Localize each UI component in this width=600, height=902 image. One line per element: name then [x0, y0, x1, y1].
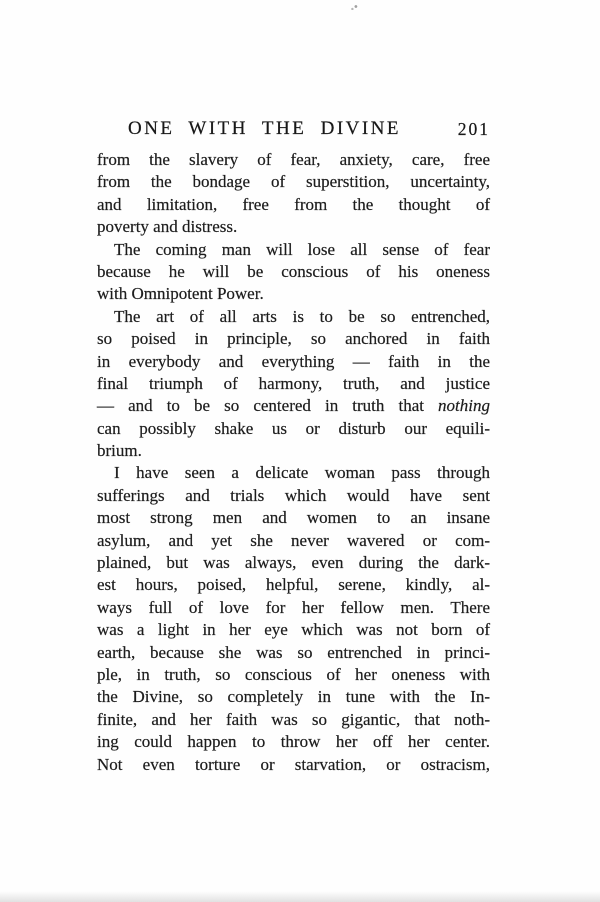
text-segment: asylum, and yet she never wavered or com- [97, 530, 490, 550]
scan-artifact-speck [351, 5, 358, 10]
text-line [97, 306, 490, 328]
text-line [97, 619, 490, 641]
text-line [97, 440, 490, 462]
text-segment: Not even torture or starvation, or ostracism, [97, 754, 490, 774]
text-segment: from the bondage of superstition, uncertainty, [97, 172, 490, 192]
text-segment: was a light in her eye which was not born of [97, 620, 490, 640]
paragraph [97, 239, 490, 306]
text-segment: brium. [97, 441, 142, 461]
text-segment: ple, in truth, so conscious of her oneness with [97, 664, 490, 684]
text-line [97, 686, 490, 708]
text-line [97, 664, 490, 686]
text-line [97, 731, 490, 753]
text-line [97, 395, 490, 417]
text-line [97, 507, 490, 529]
paragraph [97, 462, 490, 775]
text-line [97, 462, 490, 484]
text-segment: from the slavery of fear, anxiety, care, free [97, 150, 490, 169]
text-line [97, 485, 490, 507]
text-line [97, 351, 490, 373]
text-segment: earth, because she was so entrenched in princi- [97, 642, 490, 662]
text-line [97, 552, 490, 574]
text-line [97, 261, 490, 283]
text-line [97, 194, 490, 216]
text-line [97, 216, 490, 238]
paragraph [97, 306, 490, 463]
page-body [97, 149, 490, 776]
text-line [97, 283, 490, 305]
text-line [97, 574, 490, 596]
text-line [97, 642, 490, 664]
text-segment: — and to be so centered in truth that [97, 396, 439, 416]
text-line [97, 754, 490, 776]
page-number: 201 [457, 119, 490, 139]
text-segment: and limitation, free from the thought of [97, 194, 490, 214]
text-segment: so poised in principle, so anchored in faith [97, 329, 490, 349]
text-segment: most strong men and women to an insane [97, 508, 490, 528]
text-segment: can possibly shake us or disturb our equili- [97, 418, 490, 438]
italic-text-segment: nothing [438, 396, 490, 416]
text-line [97, 530, 490, 552]
text-line [97, 149, 490, 171]
text-line [97, 171, 490, 193]
text-line [97, 239, 490, 261]
text-segment: plained, but was always, even during the dark- [97, 553, 490, 573]
paragraph [97, 149, 490, 239]
text-segment: because he will be conscious of his oneness [97, 261, 490, 281]
text-segment: the Divine, so completely in tune with the In- [97, 687, 490, 707]
text-segment: with Omnipotent Power. [97, 284, 264, 304]
text-line [97, 373, 490, 395]
text-segment: est hours, poised, helpful, serene, kindly, al- [97, 575, 490, 595]
page-header [97, 118, 490, 140]
text-line [97, 328, 490, 350]
text-segment: ing could happen to throw her off her center. [97, 732, 490, 752]
text-segment: in everybody and everything — faith in the [97, 351, 490, 371]
text-line [97, 597, 490, 619]
text-segment: poverty and distress. [97, 217, 238, 237]
text-segment: The art of all arts is to be so entrenched, [114, 306, 490, 326]
text-line [97, 709, 490, 731]
text-segment: finite, and her faith was so gigantic, that noth- [97, 709, 490, 729]
text-segment: I have seen a delicate woman pass through [114, 463, 490, 483]
text-line [97, 418, 490, 440]
text-segment: final triumph of harmony, truth, and justice [97, 373, 490, 393]
text-segment: ways full of love for her fellow men. There [97, 597, 490, 617]
text-segment: sufferings and trials which would have sent [97, 485, 490, 505]
running-head-title: ONE WITH THE DIVINE [127, 118, 402, 139]
text-segment: The coming man will lose all sense of fear [114, 239, 490, 259]
